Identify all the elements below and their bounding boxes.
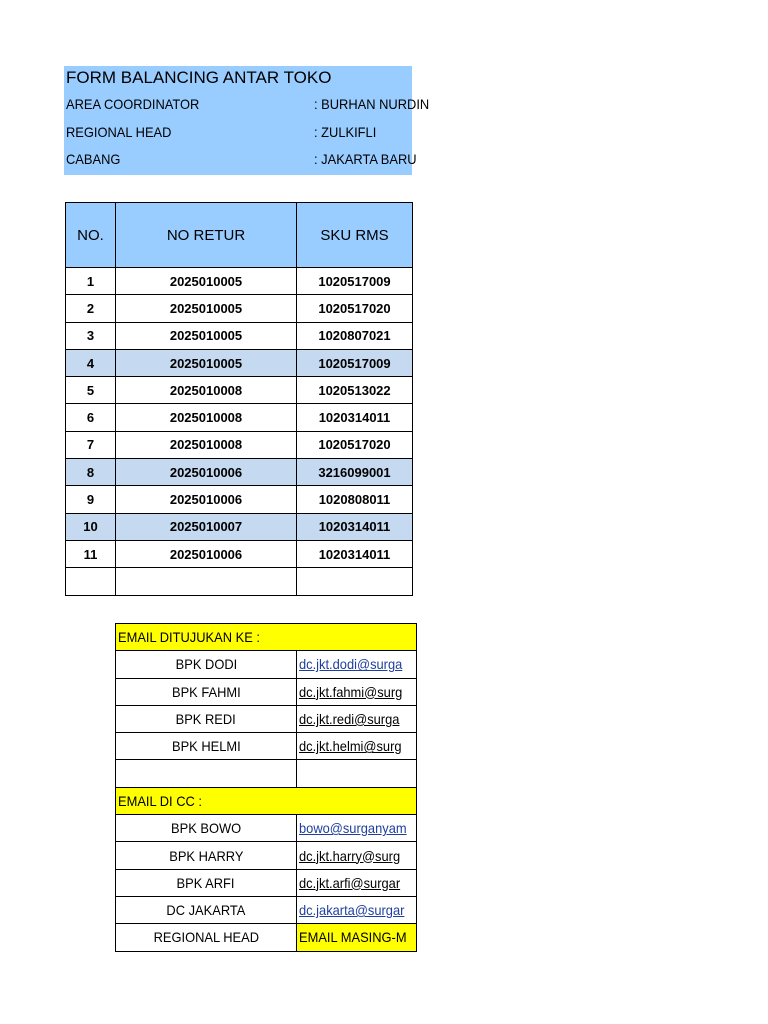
cell-no-retur[interactable]: 2025010005 <box>116 268 297 295</box>
cell-no[interactable]: 8 <box>66 459 116 486</box>
recipient-email-link[interactable]: dc.jkt.dodi@surga <box>299 656 403 673</box>
cc-name: BPK ARFI <box>177 874 235 891</box>
cell-no[interactable] <box>66 568 116 595</box>
cc-name: REGIONAL HEAD <box>153 929 259 946</box>
cell-no-retur[interactable]: 2025010008 <box>116 404 297 431</box>
cell-no-retur[interactable]: 2025010006 <box>116 486 297 513</box>
cell-no-retur[interactable]: 2025010005 <box>116 322 297 349</box>
table-row[interactable] <box>66 322 413 349</box>
cell-sku[interactable] <box>297 568 413 595</box>
email-cc-header: EMAIL DI CC : <box>118 792 202 809</box>
email-cc-row <box>116 869 417 896</box>
cell-sku[interactable]: 1020517020 <box>297 431 413 458</box>
area-coordinator-value: : BURHAN NURDIN <box>314 96 430 112</box>
cabang-label: CABANG <box>66 151 121 167</box>
table-row[interactable] <box>66 431 413 458</box>
email-cc-row <box>116 842 417 869</box>
recipient-name: BPK HELMI <box>171 738 241 755</box>
table-row[interactable] <box>66 349 413 376</box>
cell-no-retur[interactable]: 2025010005 <box>116 295 297 322</box>
table-row[interactable] <box>66 540 413 567</box>
cell-no[interactable]: 11 <box>66 540 116 567</box>
area-coordinator-label: AREA COORDINATOR <box>66 96 200 112</box>
cc-email-link[interactable]: dc.jkt.harry@surg <box>299 847 401 864</box>
email-cc-row <box>116 815 417 842</box>
table-header-row <box>66 203 413 268</box>
cell-sku[interactable]: 1020314011 <box>297 513 413 540</box>
cc-name: BPK HARRY <box>168 847 244 864</box>
cc-name: BPK BOWO <box>170 820 242 837</box>
table-row[interactable] <box>66 513 413 540</box>
table-row[interactable] <box>66 377 413 404</box>
cell-no-retur[interactable]: 2025010008 <box>116 377 297 404</box>
cell-no-retur[interactable]: 2025010006 <box>116 540 297 567</box>
col-header-sku-rms: SKU RMS <box>297 203 413 268</box>
col-header-no: NO. <box>66 203 116 268</box>
table-row[interactable] <box>66 268 413 295</box>
table-row-empty[interactable] <box>66 568 413 595</box>
recipient-email-link[interactable]: dc.jkt.helmi@surg <box>299 738 402 755</box>
cell-sku[interactable]: 1020314011 <box>297 404 413 431</box>
cell-sku[interactable]: 1020314011 <box>297 540 413 567</box>
cc-email-link[interactable]: dc.jkt.arfi@surgar <box>299 874 401 891</box>
cell-no[interactable]: 7 <box>66 431 116 458</box>
cell-no[interactable]: 5 <box>66 377 116 404</box>
email-cc-row <box>116 896 417 923</box>
table-row[interactable] <box>66 295 413 322</box>
cell-no-retur[interactable]: 2025010006 <box>116 459 297 486</box>
recipient-name: BPK REDI <box>175 711 237 728</box>
cell-no[interactable]: 10 <box>66 513 116 540</box>
cell-no[interactable]: 4 <box>66 349 116 376</box>
form-title: FORM BALANCING ANTAR TOKO <box>66 68 332 87</box>
cell-sku[interactable]: 3216099001 <box>297 459 413 486</box>
regional-head-value: : ZULKIFLI <box>314 124 377 140</box>
email-to-row <box>116 705 417 732</box>
cell-sku[interactable]: 1020513022 <box>297 377 413 404</box>
recipient-email-link[interactable]: dc.jkt.fahmi@surg <box>299 683 403 700</box>
email-cc-row <box>116 924 417 951</box>
cc-name: DC JAKARTA <box>166 902 246 919</box>
cc-email-link[interactable]: bowo@surganyam <box>299 820 407 837</box>
cc-email-link[interactable]: dc.jakarta@surgar <box>299 902 405 919</box>
form-header <box>64 66 430 175</box>
cell-no-retur[interactable] <box>116 568 297 595</box>
cc-email-note: EMAIL MASING-M <box>299 929 407 946</box>
cell-no[interactable]: 2 <box>66 295 116 322</box>
cell-no[interactable]: 9 <box>66 486 116 513</box>
email-to-row <box>116 678 417 705</box>
cell-no-retur[interactable]: 2025010008 <box>116 431 297 458</box>
cell-no-retur[interactable]: 2025010005 <box>116 349 297 376</box>
email-cc-header-row <box>116 787 417 814</box>
cell-no[interactable]: 1 <box>66 268 116 295</box>
recipient-name: BPK FAHMI <box>171 683 241 700</box>
cell-no[interactable]: 6 <box>66 404 116 431</box>
recipient-name: BPK DODI <box>175 656 237 673</box>
cell-sku[interactable]: 1020517009 <box>297 349 413 376</box>
email-to-row <box>116 651 417 678</box>
recipient-email-link[interactable]: dc.jkt.redi@surga <box>299 711 400 728</box>
email-table <box>115 623 417 952</box>
cell-no-retur[interactable]: 2025010007 <box>116 513 297 540</box>
retur-table <box>65 202 413 596</box>
email-empty-row <box>116 760 417 787</box>
email-to-row <box>116 733 417 760</box>
cell-sku[interactable]: 1020517009 <box>297 268 413 295</box>
col-header-no-retur: NO RETUR <box>116 203 297 268</box>
table-row[interactable] <box>66 459 413 486</box>
cabang-value: : JAKARTA BARU <box>314 151 417 167</box>
table-row[interactable] <box>66 486 413 513</box>
email-to-header: EMAIL DITUJUKAN KE : <box>118 629 260 646</box>
cell-sku[interactable]: 1020807021 <box>297 322 413 349</box>
cell-sku[interactable]: 1020808011 <box>297 486 413 513</box>
table-row[interactable] <box>66 404 413 431</box>
email-to-header-row <box>116 624 417 651</box>
cell-sku[interactable]: 1020517020 <box>297 295 413 322</box>
cell-no[interactable]: 3 <box>66 322 116 349</box>
regional-head-label: REGIONAL HEAD <box>66 124 172 140</box>
